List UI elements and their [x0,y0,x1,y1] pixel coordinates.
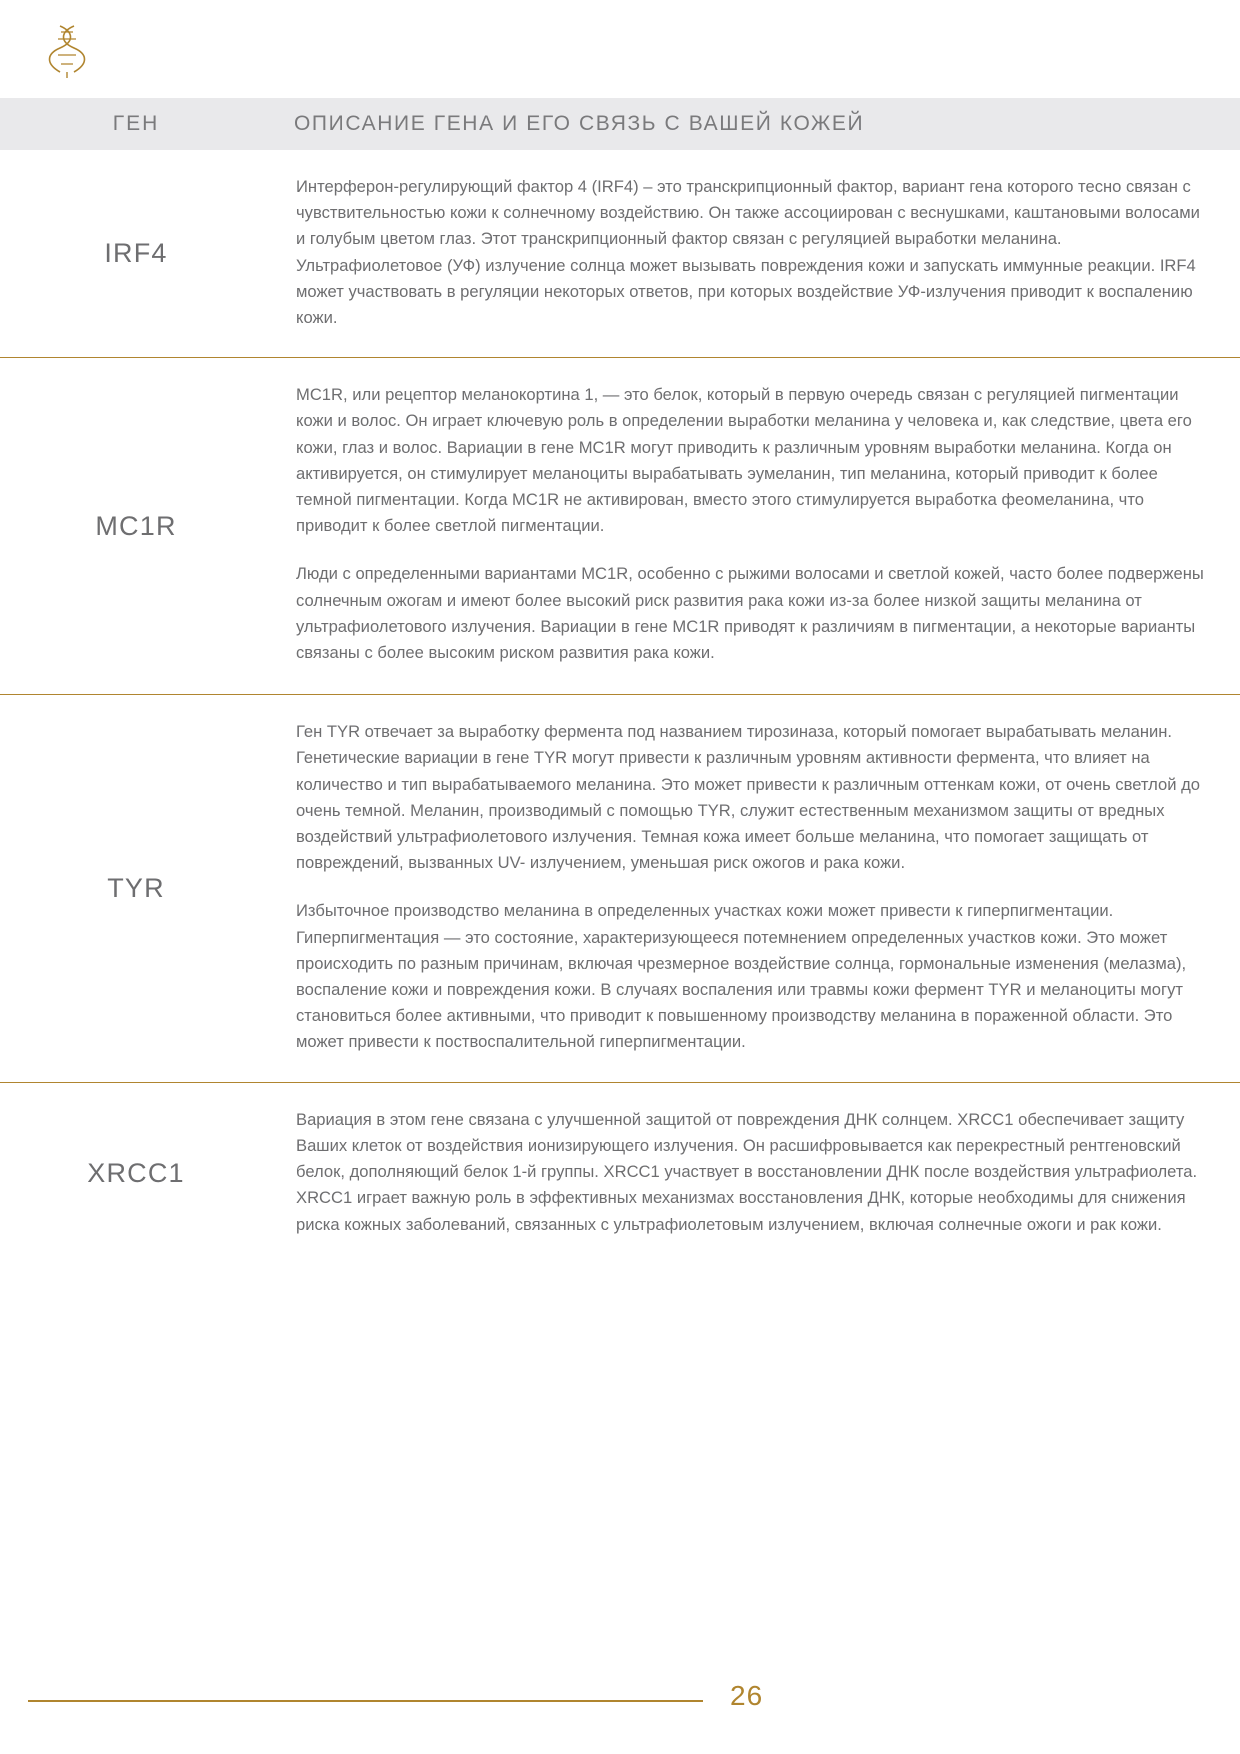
description-paragraph: Вариация в этом гене связана с улучшенной защитой от повреждения ДНК солнцем. XRCC1 обеспечивает защиту Ваших клеток от воздействия ионизирующего излучения. Он расшифровывается как перекрестный рентгеновский белок, дополняющий белок 1-й группы. XRCC1 участвует в восстановлении ДНК после воздействия ультрафиолета. XRCC1 играет важную роль в эффективных механизмах восстановления ДНК, которые необходимы для снижения риска кожных заболеваний, связанных с ультрафиолетовым излучением, включая солнечные ожоги и рак кожи. [296,1109,1198,1234]
table-row [0,1083,1240,1264]
column-header-gene: ГЕН [112,112,160,135]
page-logo-area [0,0,1240,98]
description-paragraph: Избыточное производство меланина в определенных участках кожи может привести к гиперпигментации. Гиперпигментация — это состояние, характеризующееся потемнением определенных участков кожи. Это может происходить по разным причинам, включая чрезмерное воздействие солнца, гормональные изменения (мелазма), воспаление кожи и повреждения кожи. В случаях воспаления или травмы кожи фермент TYR и меланоциты могут становиться более активными, что приводит к повышенному производству меланина в пораженной области. Это может привести к поствоспалительной гиперпигментации. [296,901,1187,1052]
gene-description [272,358,1240,694]
gene-name: IRF4 [104,238,168,269]
table-row [0,150,1240,358]
description-paragraph: Люди с определенными вариантами MC1R, особенно с рыжими волосами и светлой кожей, часто более подвержены солнечным ожогам и имеют более высокий риск развития рака кожи из-за более низкой защиты меланина от ультрафиолетового излучения. Вариации в гене MC1R приводят к различиям в пигментации, а некоторые варианты связаны с более высоким риском развития рака кожи. [296,564,1204,663]
footer-divider [28,1700,703,1702]
table-row [0,695,1240,1082]
gene-name: TYR [107,872,165,903]
description-paragraph: MC1R, или рецептор меланокортина 1, — это белок, который в первую очередь связан с регуляцией пигментации кожи и волос. Он играет ключевую роль в определении выработки меланина у человека и, как следствие, цвета его кожи, глаз и волос. Вариации в гене MC1R могут приводить к различным уровням выработки меланина. Когда он активируется, он стимулирует меланоциты вырабатывать эумеланин, тип меланина, который приводит к более темной пигментации. Когда MC1R не активирован, вместо этого стимулируется выработка феомеланина, что приводит к более светлой пигментации. [296,385,1192,536]
gene-name: XRCC1 [87,1157,185,1188]
column-header-description: ОПИСАНИЕ ГЕНА И ЕГО СВЯЗЬ С ВАШЕЙ КОЖЕЙ [294,112,865,135]
table-row [0,358,1240,695]
description-paragraph: Интерферон-регулирующий фактор 4 (IRF4) – это транскрипционный фактор, вариант гена которого тесно связан с чувствительностью кожи к солнечному воздействию. Он также ассоциирован с веснушками, каштановыми волосами и голубым цветом глаз. Этот транскрипционный фактор связан с регуляцией выработки меланина. Ультрафиолетовое (УФ) излучение солнца может вызывать повреждения кожи и запускать иммунные реакции. IRF4 может участвовать в регуляции некоторых ответов, при которых воздействие УФ-излучения приводит к воспалению кожи. [296,177,1200,328]
page-footer [0,1680,1240,1720]
description-paragraph: Ген TYR отвечает за выработку фермента под названием тирозиназа, который помогает вырабатывать меланин. Генетические вариации в гене TYR могут привести к различным уровням активности фермента, что влияет на количество и тип вырабатываемого меланина. Это может привести к различным оттенкам кожи, от очень светлой до очень темной. Меланин, производимый с помощью TYR, служит естественным механизмом защиты от вредных воздействий ультрафиолетового излучения. Темная кожа имеет больше меланина, что помогает защищать от повреждений, вызванных UV- излучением, уменьшая риск ожогов и рака кожи. [296,722,1201,873]
gene-description [272,1083,1240,1264]
table-header [0,98,1240,150]
gene-description [272,695,1240,1081]
page-number: 26 [730,1680,764,1711]
gene-name: MC1R [95,510,177,541]
gene-table [0,150,1240,1264]
dna-helix-icon [40,22,94,80]
gene-description [272,150,1240,357]
